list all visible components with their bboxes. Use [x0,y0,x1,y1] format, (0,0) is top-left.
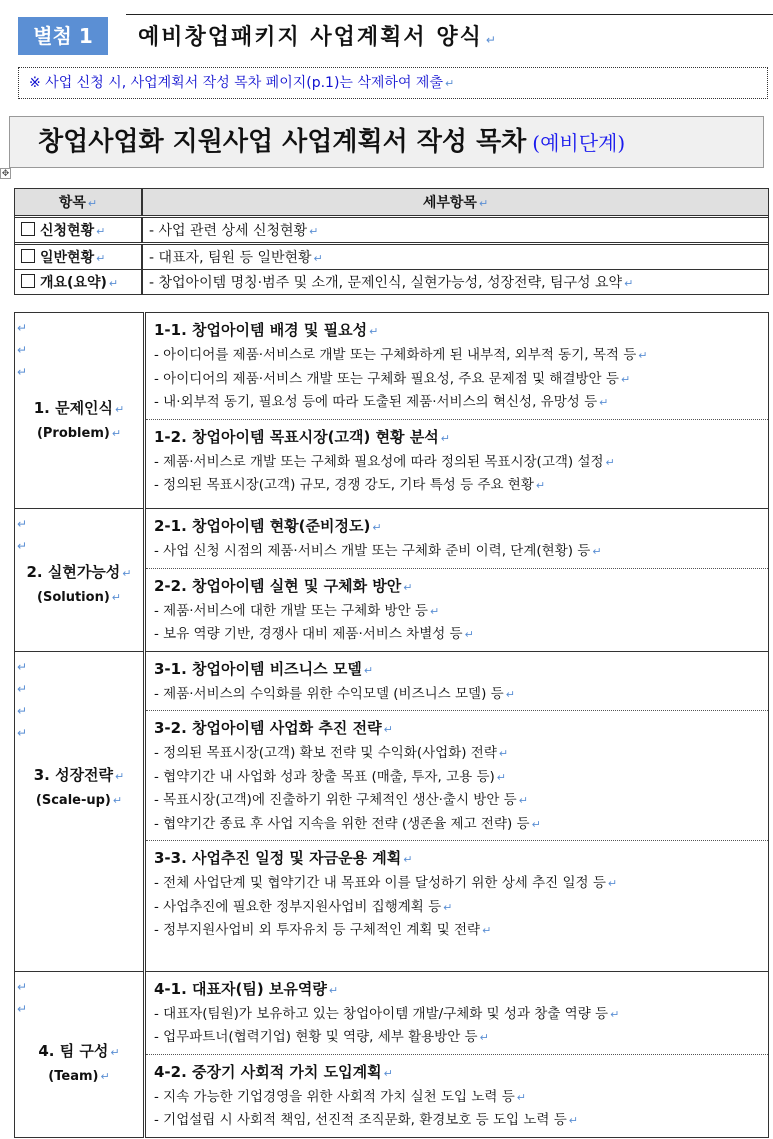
summary-row-detail: - 사업 관련 상세 신청현황 [149,223,308,239]
table-move-icon[interactable]: ✥ [1,169,10,179]
subsection: 3-3. 사업추진 일정 및 자금운용 계획 ↵ - 전체 사업단계 및 협약기간 내 목표와 이를 달성하기 위한 상세 추진 일정 등 ↵ - 사업추진에 필요한 정부지원사업비 집행계획 등 ↵ - 정부지원사업비 외 투자유치 등 구체적인 계획 및 전략 ↵ [146,840,768,947]
summary-header-detail: 세부항목 ↵ [143,189,769,216]
summary-row: 개요(요약) ↵ - 창업아이템 명칭·범주 및 소개, 문제인식, 실현가능성, 성장전략, 팀구성 요약 ↵ [15,270,769,295]
subsection-item: - 정의된 목표시장(고객) 확보 전략 및 수익화(사업화) 전략 [154,745,497,761]
subsection: 3-2. 창업아이템 사업화 추진 전략 ↵ - 정의된 목표시장(고객) 확보 전략 및 수익화(사업화) 전략 ↵ - 협약기간 내 사업화 성과 창출 목표 (매출, 투자, 고용 등) ↵ - 목표시장(고객)에 진출하기 위한 구체적인 생산·출시 방안 등 ↵ - 협약기간 종료 후 사업 지속을 위한 전략 (생존율 제고 전략) 등 ↵ [146,710,768,840]
section-english: (Scale-up) [35,792,111,808]
toc-banner-subtitle: (예비단계) [532,131,626,155]
summary-row: 일반현황 ↵ - 대표자, 팀원 등 일반현황 ↵ [15,245,769,270]
document-header [18,14,773,58]
subsection: 4-2. 중장기 사회적 가치 도입계획 ↵ - 지속 가능한 기업경영을 위한 사회적 가치 실천 도입 노력 등 ↵ - 기업설립 시 사회적 책임, 선진적 조직문화, 환경보호 등 도입 노력 등 ↵ [146,1054,768,1137]
toc-banner-title: 창업사업화 지원사업 사업계획서 작성 목차 [38,127,527,157]
section-english: (Team) [48,1068,99,1084]
subsection: 3-1. 창업아이템 비즈니스 모델 ↵ - 제품·서비스의 수익화를 위한 수익모델 (비즈니스 모델) 등 ↵ [154,659,515,702]
subsection-item: - 정부지원사업비 외 투자유치 등 구체적인 계획 및 전략 [154,922,481,938]
section-english: (Solution) [37,590,110,605]
subsection-item: - 목표시장(고객)에 진출하기 위한 구체적인 생산·출시 방안 등 [154,792,517,808]
summary-row-label: 일반현황 [40,250,95,266]
subsection-item: - 사업추진에 필요한 정부지원사업비 집행계획 등 [154,898,442,915]
paragraph-mark-icon: ↵ ↵ [17,979,28,1016]
subsection-title: 1-2. 창업아이템 목표시장(고객) 현황 분석 [154,427,439,446]
subsection-title: 4-2. 중장기 사회적 가치 도입계획 [154,1062,382,1081]
paragraph-mark-icon: ↵ [444,77,455,90]
subsection-title: 2-1. 창업아이템 현황(준비정도) [154,517,371,535]
section-category: ↵ ↵ ↵ 1. 문제인식 ↵ (Problem) ↵ [15,313,145,509]
summary-row: 신청현황 ↵ - 사업 관련 상세 신청현황 ↵ [15,218,769,243]
summary-row-detail: - 창업아이템 명칭·범주 및 소개, 문제인식, 실현가능성, 성장전략, 팀구성 요약 [149,275,623,291]
summary-row-detail: - 대표자, 팀원 등 일반현황 [149,250,312,266]
subsection: 4-1. 대표자(팀) 보유역량 ↵ - 대표자(팀원)가 보유하고 있는 창업아이템 개발/구체화 및 성과 창출 역량 등 ↵ - 업무파트너(협력기업) 현황 및 역량, 세부 활용방안 등 ↵ [154,979,620,1045]
subsection-item: - 제품·서비스에 대한 개발 또는 구체화 방안 등 [154,602,428,619]
subsection-item: - 아이디어를 제품·서비스로 개발 또는 구체화하게 된 내부적, 외부적 동기, 목적 등 [154,347,637,363]
summary-header-row [15,189,769,216]
summary-row-label: 신청현황 [40,223,95,239]
toc-main-table [14,312,769,1138]
section-row-team [15,971,769,1137]
section-row-problem [15,313,769,509]
summary-header-item: 항목 ↵ [15,189,142,216]
section-name: 1. 문제인식 [33,399,114,417]
paragraph-mark-icon: ↵ [485,33,498,47]
subsection: 2-2. 창업아이템 실현 및 구체화 방안 ↵ - 제품·서비스에 대한 개발 또는 구체화 방안 등 ↵ - 보유 역량 기반, 경쟁사 대비 제품·서비스 차별성 등 ↵ [146,568,768,651]
paragraph-mark-icon: ↵ ↵ ↵ ↵ [17,659,28,740]
deletion-notice: ※ 사업 신청 시, 사업계획서 작성 목차 페이지(p.1)는 삭제하여 제출 ↵ [18,67,768,99]
section-name: 4. 팀 구성 [38,1041,109,1060]
subsection: 1-1. 창업아이템 배경 및 필요성 ↵ - 아이디어를 제품·서비스로 개발 또는 구체화하게 된 내부적, 외부적 동기, 목적 등 ↵ - 아이디어의 제품·서비스 개발 또는 구체화 필요성, 주요 문제점 및 해결방안 등 ↵ - 내·외부적 동기, 필요성 등에 따라 도출된 제품·서비스의 혁신성, 유망성 등 ↵ [154,321,648,410]
subsection-item: - 지속 가능한 기업경영을 위한 사회적 가치 실천 도입 노력 등 [154,1088,515,1105]
subsection-item: - 보유 역량 기반, 경쟁사 대비 제품·서비스 차별성 등 [154,626,463,642]
subsection-title: 4-1. 대표자(팀) 보유역량 [154,979,327,998]
paragraph-mark-icon: ↵ ↵ [17,517,28,553]
section-category: ↵ ↵ 2. 실현가능성 ↵ (Solution) ↵ [15,509,145,652]
subsection-item: - 협약기간 내 사업화 성과 창출 목표 (매출, 투자, 고용 등) [154,768,495,785]
subsection-item: - 대표자(팀원)가 보유하고 있는 창업아이템 개발/구체화 및 성과 창출 역량 등 [154,1005,609,1022]
subsection-title: 1-1. 창업아이템 배경 및 필요성 [154,321,368,339]
section-english: (Problem) [36,426,110,441]
subsection: 2-1. 창업아이템 현황(준비정도) ↵ - 사업 신청 시점의 제품·서비스 개발 또는 구체화 준비 이력, 단계(현황) 등 ↵ [154,517,602,559]
subsection-item: - 제품·서비스로 개발 또는 구체화 필요성에 따라 정의된 목표시장(고객) 설정 [154,453,604,470]
attachment-badge: 별첨 1 [18,17,108,55]
header-rule [126,14,773,15]
subsection-title: 3-3. 사업추진 일정 및 자금운용 계획 [154,849,402,867]
subsection-item: - 협약기간 종료 후 사업 지속을 위한 전략 (생존율 제고 전략) 등 [154,815,530,832]
subsection-title: 3-2. 창업아이템 사업화 추진 전략 [154,719,382,737]
document-title: 예비창업패키지 사업계획서 양식 ↵ [138,25,498,50]
summary-row-label: 개요(요약) [40,275,107,291]
subsection-item: - 전체 사업단계 및 협약기간 내 목표와 이를 달성하기 위한 상세 추진 일정 등 [154,875,606,891]
subsection-title: 2-2. 창업아이템 실현 및 구체화 방안 [154,576,402,595]
section-name: 3. 성장전략 [33,765,114,784]
subsection-item: - 사업 신청 시점의 제품·서비스 개발 또는 구체화 준비 이력, 단계(현황) 등 [154,543,591,559]
subsection-item: - 업무파트너(협력기업) 현황 및 역량, 세부 활용방안 등 [154,1029,478,1045]
subsection-item: - 정의된 목표시장(고객) 규모, 경쟁 강도, 기타 특성 등 주요 현황 [154,477,534,493]
subsection-item: - 내·외부적 동기, 필요성 등에 따라 도출된 제품·서비스의 혁신성, 유망성 등 [154,394,598,410]
section-category: ↵ ↵ 4. 팀 구성 ↵ (Team) ↵ [15,971,145,1137]
subsection-item: - 아이디어의 제품·서비스 개발 또는 구체화 필요성, 주요 문제점 및 해결방안 등 [154,370,619,387]
subsection-item: - 제품·서비스의 수익화를 위한 수익모델 (비즈니스 모델) 등 [154,685,504,702]
subsection-item: - 기업설립 시 사회적 책임, 선진적 조직문화, 환경보호 등 도입 노력 등 [154,1112,567,1128]
section-row-solution [15,509,769,652]
summary-table [14,188,769,295]
subsection-title: 3-1. 창업아이템 비즈니스 모델 [154,659,362,678]
checkbox-icon[interactable] [21,274,35,288]
section-category: ↵ ↵ ↵ ↵ 3. 성장전략 ↵ (Scale-up) ↵ [15,651,145,971]
paragraph-mark-icon: ↵ ↵ ↵ [17,321,28,379]
checkbox-icon[interactable] [21,222,35,236]
toc-banner [9,116,764,168]
checkbox-icon[interactable] [21,249,35,263]
section-name: 2. 실현가능성 [26,563,121,581]
subsection: 1-2. 창업아이템 목표시장(고객) 현황 분석 ↵ - 제품·서비스로 개발 또는 구체화 필요성에 따라 정의된 목표시장(고객) 설정 ↵ - 정의된 목표시장(고객) 규모, 경쟁 강도, 기타 특성 등 주요 현황 ↵ [146,419,768,502]
section-row-scaleup [15,651,769,971]
